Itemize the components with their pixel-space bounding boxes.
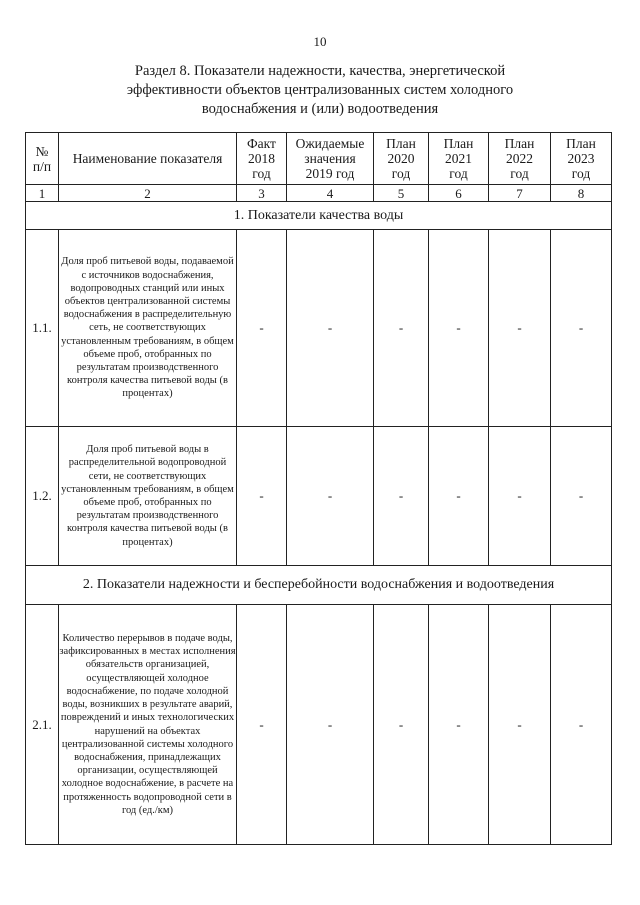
value-cell: - [429,605,489,845]
value-cell: - [374,605,429,845]
column-number: 2 [59,185,237,202]
header-cell-expected-2019: Ожидаемые значения 2019 год [287,133,374,185]
value-cell: - [429,427,489,566]
group-title: 1. Показатели качества воды [26,202,612,230]
page-number: 10 [313,34,327,49]
column-number: 4 [287,185,374,202]
value-cell: - [489,230,551,427]
indicator-name: Доля проб питьевой воды в распределительной водопроводной сети, не соответствующих установленным требованиям, в общем объеме проб, отобранных по результатам производственного контроля качества питьевой воды (в процентах) [59,427,237,566]
column-number: 8 [551,185,612,202]
group-header-row [26,566,612,605]
indicators-table [25,132,612,845]
indicator-name: Количество перерывов в подаче воды, зафиксированных в местах исполнения обязательств организацией, осуществляющей холодное водоснабжение, по подаче холодной воды, возникших в результате аварий, повреждений и иных технологических нарушений на объектах централизованной системы холодного водоснабжения, принадлежащих организации, осуществляющей холодное водоснабжение, в расчете на протяженность водопроводной сети в год (ед./км) [59,605,237,845]
table-row [26,605,612,845]
header-cell-fact-2018: Факт 2018 год [237,133,287,185]
column-number: 7 [489,185,551,202]
section-title-line: эффективности объектов централизованных систем холодного [126,82,514,98]
header-cell-number: № п/п [26,133,59,185]
value-cell: - [374,230,429,427]
column-number: 3 [237,185,287,202]
header-cell-plan-2022: План 2022 год [489,133,551,185]
section-title-line: Раздел 8. Показатели надежности, качества, энергетической [134,63,506,79]
header-cell-plan-2023: План 2023 год [551,133,612,185]
value-cell: - [489,427,551,566]
value-cell: - [489,605,551,845]
column-number: 6 [429,185,489,202]
header-cell-plan-2020: План 2020 год [374,133,429,185]
indicator-name: Доля проб питьевой воды, подаваемой с источников водоснабжения, водопроводных станций или иных объектов централизованной системы водоснабжения в распределительную сеть, не соответствующих установленным требованиям, в общем объеме проб, отобранных по результатам производственного контроля качества питьевой воды (в процентах) [59,230,237,427]
value-cell: - [237,427,287,566]
header-cell-name: Наименование показателя [59,133,237,185]
value-cell: - [237,605,287,845]
section-title [60,62,580,119]
value-cell: - [374,427,429,566]
table-row [26,427,612,566]
header-cell-plan-2021: План 2021 год [429,133,489,185]
column-numbers-row [26,185,612,202]
table-row [26,230,612,427]
value-cell: - [551,605,612,845]
value-cell: - [287,230,374,427]
value-cell: - [551,230,612,427]
row-number: 2.1. [26,605,59,845]
row-number: 1.1. [26,230,59,427]
column-number: 5 [374,185,429,202]
column-number: 1 [26,185,59,202]
group-header-row [26,202,612,230]
value-cell: - [287,605,374,845]
value-cell: - [551,427,612,566]
row-number: 1.2. [26,427,59,566]
group-title: 2. Показатели надежности и бесперебойности водоснабжения и водоотведения [26,566,612,605]
header-row [26,133,612,185]
section-title-line: водоснабжения и (или) водоотведения [201,101,439,117]
value-cell: - [287,427,374,566]
value-cell: - [237,230,287,427]
value-cell: - [429,230,489,427]
